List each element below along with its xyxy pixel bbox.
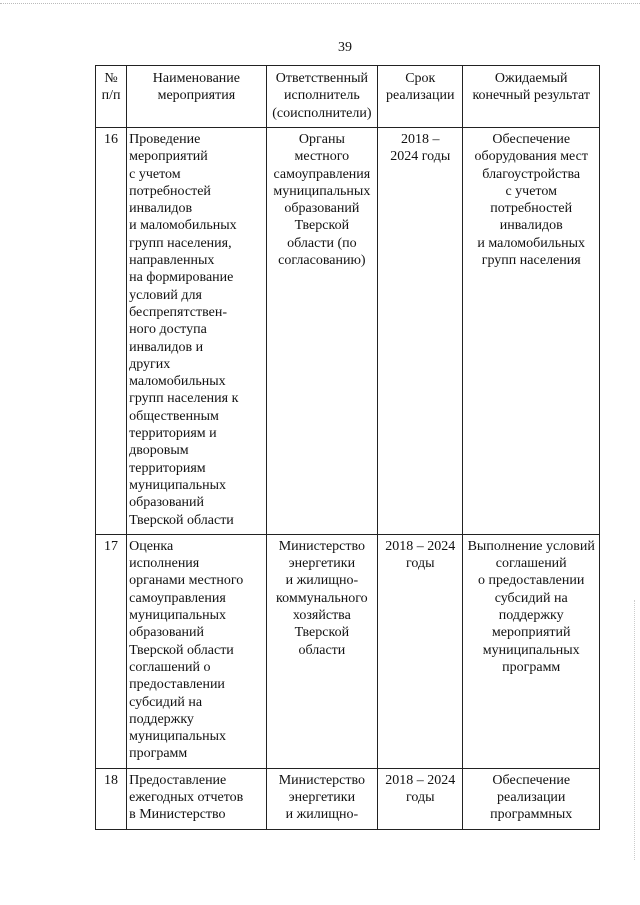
cell-line: самоуправления <box>273 166 371 182</box>
cell-line: в Министерство <box>129 807 226 823</box>
scan-edge-top <box>0 3 640 4</box>
header-num: № п/п <box>96 66 127 128</box>
cell-line: согласованию) <box>278 253 366 269</box>
cell-line: инвалидов <box>129 201 193 217</box>
cell-line: 2018 – 2024 <box>385 772 456 788</box>
cell-term <box>378 534 463 768</box>
cell-line: Проведение <box>129 132 201 147</box>
cell-line: оборудования мест <box>474 149 588 165</box>
activities-table <box>95 65 600 830</box>
cell-line: с учетом <box>129 166 181 182</box>
cell-line: инвалидов и <box>129 339 204 355</box>
cell-result <box>463 128 600 535</box>
cell-executor <box>266 768 377 829</box>
header-result: Ожидаемый конечный результат <box>463 66 600 128</box>
cell-line: на формирование <box>129 270 234 286</box>
cell-line: других <box>129 356 171 372</box>
table-row <box>96 768 600 829</box>
cell-line: Обеспечение <box>492 132 571 147</box>
cell-line: энергетики <box>288 789 356 805</box>
cell-line: территориям <box>129 460 206 476</box>
cell-line: групп населения <box>481 253 581 269</box>
cell-line: муниципальных <box>129 608 227 624</box>
cell-line: муниципальных <box>482 642 580 658</box>
cell-line: маломобильных <box>129 374 226 390</box>
cell-line: благоустройства <box>482 166 581 182</box>
cell-line: 2018 – <box>401 132 440 147</box>
table-row <box>96 128 600 535</box>
cell-line: Министерство <box>278 538 366 554</box>
cell-line: муниципальных <box>129 477 227 493</box>
cell-line: субсидий на <box>494 590 568 606</box>
cell-line: соглашений <box>495 556 567 572</box>
cell-line: поддержку <box>498 608 564 624</box>
cell-name <box>127 128 267 535</box>
cell-line: мероприятий <box>491 625 571 641</box>
cell-line: с учетом <box>505 183 557 199</box>
cell-line: муниципальных <box>129 729 227 745</box>
cell-line: органами местного <box>129 573 244 589</box>
table-row <box>96 534 600 768</box>
cell-line: Тверской области <box>129 512 234 528</box>
cell-line: беспрепятствен- <box>129 304 227 320</box>
cell-line: самоуправления <box>129 590 226 606</box>
cell-line: годы <box>405 789 435 805</box>
cell-line: и маломобильных <box>477 235 585 251</box>
header-executor: Ответственный исполнитель (соисполнители) <box>266 66 377 128</box>
cell-line: Тверской <box>294 218 350 234</box>
cell-line: Органы <box>298 132 345 147</box>
cell-line: области <box>298 642 346 658</box>
cell-line: 2018 – 2024 <box>385 538 456 554</box>
cell-line: программ <box>129 746 188 762</box>
cell-line: Тверской области <box>129 642 234 658</box>
cell-line: годы <box>405 556 435 572</box>
cell-line: условий для <box>129 287 202 303</box>
cell-num: 18 <box>96 768 127 829</box>
cell-line: и жилищно- <box>285 573 359 589</box>
cell-name <box>127 768 267 829</box>
cell-num: 16 <box>96 128 127 535</box>
scan-edge-right <box>634 600 636 860</box>
cell-line: образований <box>284 201 360 217</box>
cell-line: дворовым <box>129 443 189 459</box>
cell-line: энергетики <box>288 556 356 572</box>
cell-line: хозяйства <box>292 608 351 624</box>
cell-line: потребностей <box>490 201 573 217</box>
cell-line: и жилищно- <box>285 807 359 823</box>
cell-line: области (по <box>287 235 357 251</box>
cell-line: Обеспечение <box>492 772 571 788</box>
cell-result <box>463 534 600 768</box>
cell-term <box>378 768 463 829</box>
cell-line: программ <box>502 659 561 675</box>
cell-term <box>378 128 463 535</box>
cell-line: и маломобильных <box>129 218 237 234</box>
cell-line: ежегодных отчетов <box>129 789 244 805</box>
cell-line: групп населения, <box>129 235 232 251</box>
cell-line: Выполнение условий <box>467 538 595 554</box>
header-name: Наименование мероприятия <box>127 66 267 128</box>
cell-line: Оценка <box>129 538 174 554</box>
cell-line: программных <box>490 807 573 823</box>
cell-line: ного доступа <box>129 322 207 338</box>
cell-line: 2024 годы <box>390 149 451 165</box>
cell-line: Предоставление <box>129 772 227 788</box>
header-term: Срок реализации <box>378 66 463 128</box>
cell-line: поддержку <box>129 711 194 727</box>
cell-line: групп населения к <box>129 391 239 407</box>
cell-line: образований <box>129 625 205 641</box>
cell-line: о предоставлении <box>478 573 585 589</box>
cell-line: предоставлении <box>129 677 225 693</box>
cell-line: мероприятий <box>129 149 208 165</box>
cell-line: муниципальных <box>273 183 371 199</box>
cell-line: инвалидов <box>499 218 563 234</box>
cell-num: 17 <box>96 534 127 768</box>
table-header-row <box>96 66 600 128</box>
cell-line: исполнения <box>129 556 200 572</box>
cell-line: местного <box>294 149 350 165</box>
table-body <box>96 128 600 830</box>
cell-line: соглашений о <box>129 659 211 675</box>
cell-line: направленных <box>129 253 215 269</box>
cell-line: общественным <box>129 408 219 424</box>
cell-executor <box>266 128 377 535</box>
cell-result <box>463 768 600 829</box>
cell-line: территориям и <box>129 426 217 442</box>
cell-line: реализации <box>497 789 566 805</box>
cell-name <box>127 534 267 768</box>
cell-executor <box>266 534 377 768</box>
cell-line: Тверской <box>294 625 350 641</box>
cell-line: коммунального <box>276 590 368 606</box>
cell-line: субсидий на <box>129 694 203 710</box>
cell-line: образований <box>129 495 205 511</box>
page-number: 39 <box>338 40 352 55</box>
cell-line: потребностей <box>129 183 211 199</box>
cell-line: Министерство <box>278 772 366 788</box>
